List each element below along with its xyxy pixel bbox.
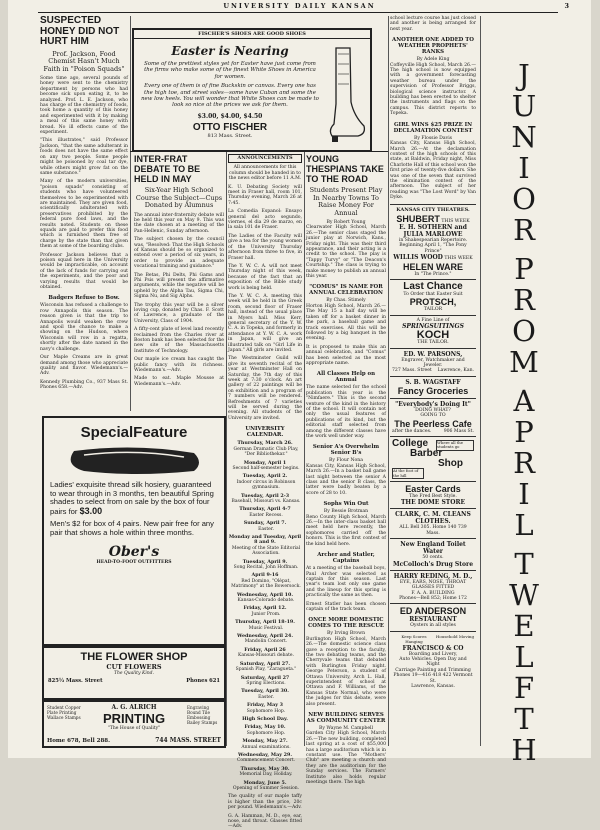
francisco-sub-3: Carriage Painting and Trimming xyxy=(395,667,471,673)
university-calendar xyxy=(228,441,302,791)
helen-sub: In "The Prince." xyxy=(414,271,452,277)
captains-body-1: At a meeting of the baseball boys, Paul Archer was selected as captain for this season. Last year's team lost only one game and the lineup for this spring is practically the same as then. xyxy=(306,566,386,599)
calendar-date: Tuesday, April 9. xyxy=(242,558,288,565)
byline-4: By Bessie Brotman xyxy=(323,509,369,515)
restaurant: RESTAURANT xyxy=(409,616,457,624)
koch: KOCH xyxy=(416,329,450,342)
annual-subhead: All Classes Help on Annual xyxy=(316,371,376,384)
honey-headline: SUSPECTED HONEY DID NOT HURT HIM xyxy=(40,15,120,47)
alrich-right: Engraving Bound Tile Embossing Bailey Stamps xyxy=(187,705,218,725)
calendar-date: April 9-16 xyxy=(251,572,279,579)
calendar-event: Music Festival. xyxy=(248,625,284,631)
new-england: New England Toilet xyxy=(400,541,466,549)
college-note-2: At the foot of the hill xyxy=(392,468,424,479)
banner-letter: T xyxy=(514,702,534,736)
parsons-address: 727 Mass. Street xyxy=(392,368,432,374)
newspaper-page xyxy=(8,0,591,830)
easter-ad-p1: Some of the prettiest styles yet for Easter have just come from the firms who make some of the finest White Shoes in America for women. xyxy=(144,61,316,80)
banner-letter: T xyxy=(514,547,534,581)
alrich-name: A. G. ALRICH xyxy=(111,704,157,711)
calendar-event: Easter Recess. xyxy=(249,512,283,518)
hosiery-description: Ladies' exquisite thread silk hosiery, guaranteed to wear through in 3 months, ten beautiful Spring shades to select from on sale by the box of four pairs for xyxy=(50,480,214,516)
plumbing-ad: Kennedy Plumbing Co., 937 Mass St. Phones 658.—Adv. xyxy=(40,379,128,391)
calendar-date: Wednesday, May 29. xyxy=(238,751,292,758)
calendar-date: Tuesday, April 30. xyxy=(241,688,289,695)
peerless-sub: after the dances. xyxy=(392,428,432,434)
byline-7: By Adele King xyxy=(416,57,450,63)
calendar-date: Monday, April 1 xyxy=(243,459,287,466)
college-note: Where all the students go xyxy=(436,440,474,451)
byline-2: By Chas. Stimely xyxy=(326,298,366,304)
calendar-date: Monday, May 27. xyxy=(242,738,288,745)
harry-sub-2: GLASSES FITTED xyxy=(411,585,455,591)
announcement-5: The Y. W. C. A. meeting this week will be held in the Greek room, second floor of Fraser hall, instead of the usual place in Myers hall. Miss Kerr, general secretary of the Y. W. C. A. in Topeka, and formerly in attendance at Y. W. C. A. work in Japan, will give an illustrated talk on "Girl Life in Japan." All girls are invited. xyxy=(228,293,302,353)
announcement-4: The Y. W. C. A. will not meet Thursday night of this week, because of the fact that an exposition of the Bible study work is being held. xyxy=(228,263,302,291)
calendar-event: Indoor circus in Robinson gymnasium. xyxy=(236,479,296,491)
going-to: GOING TO xyxy=(420,413,446,419)
easter-ad-prices: $3.00, $4.00, $4.50 xyxy=(197,112,263,120)
francisco: FRANCISCO & CO xyxy=(402,644,464,652)
francisco-sub: Boarding and Livery, xyxy=(408,651,458,657)
calendar-date: Wednesday, April 24. xyxy=(236,633,294,640)
calendar-event: Red Domino, "Olèpat, Matrimony" at the Bowersock. xyxy=(231,578,301,590)
calendar-event: Memorial Day, Holiday. xyxy=(239,772,293,778)
springsuit-pre: A Fine Line of xyxy=(416,317,450,323)
calendar-event: Easter. xyxy=(258,694,274,700)
lecture-course-text: school lecture course has just closed and another is being arranged for next year. xyxy=(390,16,476,32)
calendar-date: High School Day. xyxy=(242,715,288,722)
dome-store: THE DOME STORE xyxy=(400,499,466,507)
obers-logo: Ober's xyxy=(108,543,160,560)
honey-body-1: Some time ago, several pounds of honey were sent to the chemistry department by persons who had become sick upon eating it, to be analyzed. Prof. L. E. Jackson, who has charge of the chemistry of foods, took home a quantity of this honey and experimented with it by making a meal of this same honey with bread. No ill effects came of the experiment. xyxy=(40,76,128,136)
shubert-week: THIS WEEK xyxy=(441,218,470,224)
divider-5 xyxy=(480,16,481,746)
divider-4 xyxy=(388,16,389,746)
harry-reding: HARRY REDING, M. D., xyxy=(393,572,473,580)
parsons: ED. W. PARSONS, xyxy=(403,350,463,358)
banner-letter: P xyxy=(514,252,534,286)
calendar-date: Friday, May 3 xyxy=(246,702,283,709)
calendar-event: Second half-semester begins. xyxy=(232,465,300,471)
fancy-groceries: Fancy Groceries xyxy=(397,385,469,396)
banner-letter: N xyxy=(511,120,537,154)
byline-8: By Flossie Davis xyxy=(413,135,453,141)
honey-body-4: Professor Jackson believes that a poison squad here in the University would be impracticable, on account of the lack of funds for carrying out the experiments, and the poor and varying results that would be obtained. xyxy=(40,252,128,291)
calendar-date: Thursday, April 4-7 xyxy=(239,506,291,513)
francisco-city: Lawrence, Kansas. xyxy=(411,683,455,689)
thespians-deck: Students Present Play In Nearby Towns To Raise Money For Annual xyxy=(309,186,383,217)
banner-letter: E xyxy=(513,609,535,643)
willis-week: THIS WEEK xyxy=(444,256,473,262)
calendar-event: Meeting of the State Editorial Association. xyxy=(231,545,301,557)
calendar-date: Wednesday, April 10. xyxy=(236,591,294,598)
girl-prize-subhead: GIRL WINS $25 PRIZE IN DECLAMATION CONTEST xyxy=(393,121,473,134)
page-number: 3 xyxy=(564,2,569,10)
easter-ad xyxy=(132,28,372,152)
captains-subhead: Archer and Statler, Captains xyxy=(317,552,375,565)
calendar-date: Monday and Tuesday, April 8 and 9. xyxy=(228,533,302,546)
hosiery-price: $3.00 xyxy=(79,505,103,516)
honey-body-3: Many of the modern universities, "poison squads" consisting of students who have volunteered themselves to be experimented with are maintained. They are given food, scientifically adulterated with preservatives prohibited by the federal pure food laws, and the results noted. Students on these squads are paid to prefer this food which is furnished them free of charge by the state than that given them at some of the boarding clubs. xyxy=(40,179,128,250)
alrich-printing: PRINTING xyxy=(102,711,166,726)
easter-ad-title: Easter is Nearing xyxy=(171,44,289,58)
willis-name: WILLIS WOOD xyxy=(393,254,443,262)
protsch: PROTSCH, xyxy=(409,297,457,308)
calendar-date: Friday, April 12. xyxy=(243,605,287,612)
special-feature-ad xyxy=(42,416,226,646)
alrich-phone: Home 678, Bell 288. xyxy=(47,738,111,744)
easter-cards: Easter Cards xyxy=(405,484,461,495)
banner-letter: L xyxy=(514,640,534,674)
calendar-date: Saturday, April 27 xyxy=(240,674,290,681)
byline-5: By Irving Brown xyxy=(326,631,366,637)
building-subhead: NEW BUILDING SERVES AS COMMUNITY CENTER xyxy=(306,712,386,725)
flower-shop-sub: CUT FLOWERS xyxy=(106,663,162,671)
seniors-body: Kansas City, Kansas High School, March 26.—In a basket ball game last night between the senior A class and the senior B class, the latter were badly beaten by a score of 28 to 10. xyxy=(306,463,386,496)
banner-letter: I xyxy=(518,151,530,185)
calendar-event: Junior Prom. xyxy=(251,611,281,617)
captains-body-2: Ernest Statler has been chosen captain of the track team. xyxy=(306,601,386,612)
oysters: Oysters in all styles xyxy=(410,623,456,629)
francisco-right: Household Moving xyxy=(435,633,475,639)
announcement-2: La Comedia Espanol: Ensayo general del acto segundo, viernes, el dia 29 de marzo, en la sala 101 de Fraser. xyxy=(228,209,302,231)
weather-subhead: ANOTHER ONE ADDED TO WEATHER PROPHETS' RANKS xyxy=(392,37,474,56)
divider-3 xyxy=(304,152,305,746)
shoe-illustration xyxy=(324,44,366,144)
easter-ad-header: FISCHER'S SHOES ARE GOOD SHOES xyxy=(134,30,370,39)
honey-deck: Prof. Jackson, Food Chemist Hasn't Much Faith in "Poison Squads" xyxy=(43,49,125,73)
calendar-event: Spring Elections. xyxy=(246,680,286,686)
divider-1 xyxy=(130,16,131,411)
column-debate xyxy=(134,154,224,404)
easter-ad-address: 813 Mass. Street. xyxy=(207,132,253,139)
column-thespians xyxy=(306,154,386,786)
flower-shop-tag: The Quality Kind. xyxy=(114,671,154,676)
calendar-date: Monday, June 5. xyxy=(243,779,287,786)
easter-cards-sub: The Fred Best Style. xyxy=(409,494,457,500)
banner-letter: H xyxy=(511,733,537,767)
cents: 50 cents. xyxy=(422,555,444,561)
ed-anderson: ED ANDERSON xyxy=(399,606,467,617)
banner-letter: L xyxy=(514,508,534,542)
ad-rule xyxy=(130,151,388,152)
flower-shop-address: 825½ Mass. Street xyxy=(48,678,103,684)
easter-ad-name: OTTO FISCHER xyxy=(192,121,268,133)
announcement-3: The Ladies of the Faculty will give a tea for the young women of the University Thursday afternoon from three to five, in Fraser hall. xyxy=(228,233,302,261)
weather-body: Coffeyville High School, March 26.—The high school is now equipped with a government forecasting weather bureau under the supervision of Professor Briggs, biological science instructor. A building has been erected to shelter the instruments and flags on the campus. This district reports to Topeka. xyxy=(390,62,477,117)
column-announcements xyxy=(228,154,302,830)
building-body: Garden City High School, March 26.—The new building, completed last spring at a cost of $55,000 has a large auditorium which is in constant use. The "Mothers' Club" are meeting a church and they are the auditorium for the Sunday services. The Farmers' Institute also holds regular meetings there. The high xyxy=(306,731,386,786)
banner-letter: J xyxy=(518,58,530,92)
calendar-event: Easter. xyxy=(258,526,274,532)
shubert-performers: E. H. SOTHERN and JULIA MARLOWE xyxy=(399,223,467,238)
wagstaff: S. B. WAGSTAFF xyxy=(405,378,461,386)
koch-sub: THE TAILOR. xyxy=(417,340,449,346)
calendar-event: Annual examinations. xyxy=(241,744,291,750)
banner-letter: R xyxy=(513,283,535,317)
flower-shop-phone: Phones 621 xyxy=(186,678,220,684)
announcement-6: The Westminster Guild will give its seventh recital of the year at Westminster Hall on Saturday, the 7th day of this week at 7:30 o'clock. An art gallery of 22 paintings will be on exhibition and a program of 7 numbers will be rendered. Refreshments of 7 varieties will be served during the evening. All students of the University are invited. xyxy=(228,356,302,421)
alrich-tag: "The House of Quality" xyxy=(107,726,161,731)
protsch-sub: TAILOR xyxy=(423,307,443,313)
comus-subhead: "COMUS" IS NAME FOR ANNUAL CELEBRATION xyxy=(309,284,383,297)
hosiery-illustration xyxy=(44,441,220,481)
college: College xyxy=(392,438,429,450)
parsons-sub: Engraver, Watchmaker and Jeweler. xyxy=(401,357,465,369)
calendar-event: Kansas-Colorado debate. xyxy=(237,598,295,604)
domestic-body: Burlington High School, March 26.—The domestic science class gave a reception to the faculty, the two debating teams, and the Cherryvale teams that debated with Burlington Friday night. George Peterson, a student of Ottawa University, Arch L. Hall, superintendent of school at Ottawa and F. Williams, of the Kansas State Normal, who were the judges for this debate, were also present. xyxy=(306,636,386,707)
calendar-date: Tuesday, April 2-3 xyxy=(240,492,290,499)
calendar-date: Thursday, April 18-19. xyxy=(235,619,295,626)
domestic-subhead: ONCE MORE DOMESTIC COMES TO THE RESCUE xyxy=(307,617,385,630)
banner-letter: W xyxy=(509,578,539,612)
harry-sub-3: F. A. A. BUILDING xyxy=(411,590,455,596)
easter-ad-p2: Every one of them is of fine Buckskin or canvas. Every one has the high toe, and street soles—some have Cuban and some the new low heels. You will wonder that White Shoes can be made to look so nice at the prices we ask for them. xyxy=(141,83,319,109)
obers-tagline: HEAD-TO-FOOT OUTFITTERS xyxy=(96,559,172,565)
banner-letter: R xyxy=(513,213,535,247)
banner-letter: P xyxy=(514,415,534,449)
mens-hosiery: Men's $2 for box of 4 pairs. New pair free for any pair that shows a hole within three months. xyxy=(50,519,214,537)
water: Water xyxy=(423,548,443,556)
debate-deck: Six-Year High School Course the Subject—Cups Donated by Alumnus xyxy=(135,186,223,209)
flower-shop-title: THE FLOWER SHOP xyxy=(80,651,188,663)
debate-headline: INTER-FRAT DEBATE TO BE HELD IN MAY xyxy=(134,154,201,184)
doing-what: DOING WHAT? xyxy=(415,407,451,413)
calendar-event: German Dramatic Club Play, "Der Bibliothekar." xyxy=(233,446,299,458)
debate-body-7: Made to eat. Maple Mousse at Wiedemann's.—Adv. xyxy=(134,376,224,387)
debate-body-3: The Betas, Phi Delts, Phi Gams and Phi Psis will present the affirmative arguments, while the negative will be upheld by the Alpha Tau, Sigma Chi, Sigma Nu, and Sig Alphs. xyxy=(134,272,224,300)
honey-body-2: "This illustrates," said Professor Jackson, "that the same adulterant in foods does not have the same effect on any two people. Some people might be poisoned by coal tar dye, while others might grow fat on the same substance." xyxy=(40,138,128,176)
clark-cleans: CLARK, C. M. CLEANS CLOTHES. xyxy=(395,511,471,526)
alrich-address: 744 MASS. STREET xyxy=(155,737,221,744)
banner-letter: O xyxy=(512,182,536,216)
calendar-event: Sophomore Hop. xyxy=(246,708,286,714)
francisco-address: Phones 19—416 418 422 Vermont St. xyxy=(393,673,473,684)
francisco-left: Keep Scores Hanging xyxy=(401,633,427,645)
calendar-date: Saturday, April 27. xyxy=(239,660,291,667)
calendar-event: Baseball, Missouri vs. Kansas. xyxy=(231,498,301,504)
harry-sub: EYE, EARS, NOSE, THROAT xyxy=(399,579,467,585)
maple-cream-ad: Our Maple Creams are in great demand among those who appreciate quality and flavor. Wiedemann's.—Adv. xyxy=(40,355,128,377)
calendar-event: Commencement Concert. xyxy=(236,758,296,764)
byline-1: By Robert Young xyxy=(326,220,366,225)
divider-2 xyxy=(226,152,227,746)
last-chance-sub: To Order that Easter Suit xyxy=(403,292,463,297)
alrich-left: Student Copper Plate Printing Wallace Stamps xyxy=(47,705,81,720)
maple-taffy-ad: The quality of our maple taffy is higher than the price, 20c per pound. Wiedemann's.—Adv. xyxy=(228,794,302,811)
banner-letter: M xyxy=(509,345,539,379)
calendar-event: Spanish Play, "Zaragueta." xyxy=(235,667,297,673)
sophs-subhead: Sophs Win Out xyxy=(323,501,369,508)
thespians-headline: YOUNG THESPIANS TAKE TO THE ROAD xyxy=(306,154,384,184)
announcement-1: K. U. Debating Society will meet in Fraser hall, room 101, Thursday evening, March 26 at 7:45. xyxy=(228,184,302,206)
column-honey xyxy=(40,16,128,406)
calendar-date: Sunday, April 7. xyxy=(243,520,287,527)
springsuitings: SPRINGSUITINGS xyxy=(402,323,464,331)
calendar-date: Friday, April 26 xyxy=(244,646,286,653)
shubert-desc: in Shakespearian Repertoire. Beginning April 1, "The Pony Prince" xyxy=(398,237,468,254)
banner-letter: O xyxy=(512,314,536,348)
masthead-rule xyxy=(38,12,558,13)
peerless-cafe: The Peerless Cafe xyxy=(394,418,472,429)
calendar-event: Sophomore Hop. xyxy=(246,730,286,736)
calendar-event: Opening of Summer Session. xyxy=(232,786,300,791)
parsons-city: Lawrence, Kan. xyxy=(437,368,474,374)
girl-prize-body: Kansas City, Kansas High School, March 26.—At the declamation contest of the high schools of this state, at Baldwin, Friday night, Miss Charlotte Hall of this school won the first prize of twenty-five dollars. She was one of the seven that survived the elimination contest of the afternoon. The subject of her reading was "The Lost Word" by Van Dyke. xyxy=(390,141,476,201)
masthead: UNIVERSITY DAILY KANSAN xyxy=(223,2,376,10)
shubert-name: SHUBERT xyxy=(396,213,440,224)
comus-body-1: Horton High School, March 26.—The May 15 a half day will be taken off for a basket dinner in the park, a baseball game and track exercises. All this will be followed by a big banquet in the evening. xyxy=(306,303,386,342)
banner-letter: U xyxy=(511,89,537,123)
theatres-title: KANSAS CITY THEATRES. xyxy=(396,206,470,213)
announcements-intro: All announcements for this column should be handed in to the news editor before 11 A.M. xyxy=(228,165,302,182)
calendar-date: Thursday, May 30. xyxy=(240,765,290,772)
annual-body: The name selected for the school publication this year is the "Nimfaere." This is the second venture of the kind in the history of the school. It will contain not only the usual features of publications of its kind, but the editorial staff selected from among the different classes have the work well under way. xyxy=(306,385,386,439)
comus-body-2: It is proposed to make this an annual celebration, and "Comus" has been selected as the most appropriate name. xyxy=(306,344,386,366)
byline-3: By Flour Nona xyxy=(329,458,363,464)
debate-body-6: Our maple ice cream has caught the public fancy with its richness. Wiedemann's.—Adv. xyxy=(134,357,224,374)
thespians-body-1: Clearwater High School, March 26.—The senior class staged the junior play at Norwich, Kans., Friday night. This was their third appearance, and their acting is a credit to the school. The play is "Tappy Turvy" or "The Deacon's Courtship." The class is trying to make money to publish an annual this year. xyxy=(306,225,386,280)
harry-sub-4: Phones—Bell 852; Home 172 xyxy=(399,595,467,601)
shop: Shop xyxy=(438,458,463,470)
byline-6: By Wayne M. Campbell xyxy=(319,726,373,732)
column-ads xyxy=(390,16,476,744)
sophs-body: Reno County High School, March 26.—In the inter-class basket ball meet held here recently, the sophomores carried off the honors. This is the first contest of the kind held here. xyxy=(306,514,386,547)
banner-letter: A xyxy=(513,384,535,418)
francisco-sub-2: Auto Vehicles. Open Day and Night xyxy=(399,656,467,668)
debate-body-5: A fifty-cent plate of level land recently reclaimed from the Charles river at Boston bank has been selected for the new site of the Massachusetts Institute of Technology. xyxy=(134,327,224,354)
last-chance: Last Chance xyxy=(403,281,463,292)
calendar-event: Song Recital, John Hoffman. xyxy=(233,565,299,570)
peerless-address: 906 Mass St. xyxy=(443,428,474,434)
flower-shop-ad xyxy=(42,646,226,700)
mcculloch: McColloch's Drug Store xyxy=(392,560,474,568)
calendar-title: UNIVERSITY CALENDAR. xyxy=(245,426,285,439)
debate-body-1: The annual inter-fraternity debate will be held this year on May 9. This was the date chosen at a meeting of the Pan-Hellenic, Sunday afternoon. xyxy=(134,212,224,234)
seniors-subhead: Senior A's Overwhelm Senior B's xyxy=(312,444,380,457)
everybody-doing-it: "Everybody's Doing It" xyxy=(395,400,471,408)
calendar-date: Tuesday, April 2. xyxy=(242,473,288,480)
badgers-subhead: Badgers Refuse to Bow. xyxy=(48,295,120,302)
helen-ware: HELEN WARE xyxy=(402,261,463,272)
debate-body-4: The trophy this year will be a silver loving cup, donated by Chas. F. Scott of Lawrence, a graduate of the University, Class of 1904. xyxy=(134,302,224,324)
junior-prom-banner xyxy=(496,58,552,767)
calendar-event: Mandolin Concert. xyxy=(244,639,288,645)
banner-letter: R xyxy=(513,446,535,480)
banner-letter: F xyxy=(513,671,535,705)
alrich-printing-ad xyxy=(42,700,226,748)
clark-address: ALL Bell 305. Home 140 739 Mass. xyxy=(399,525,467,536)
debate-body-2: The subject chosen by the council was, "Resolved: That the High Schools of Kansas should be so organized to extend over a period of six years, in order to provide an adequate vocational training and guidance." xyxy=(134,237,225,270)
badgers-body: Wisconsin has refused a challenge to row Annapolis this season. The reason given is that the trip to Annapolis would weaken the crew and spoil the chance to make a showing on the Hudson, where Wisconsin will row in a regatta, shortly after the date named in the navy's challenge. xyxy=(40,303,128,352)
banner-letter: I xyxy=(518,477,530,511)
announcements-header: ANNOUNCEMENTS xyxy=(228,154,302,163)
calendar-date: Thursday, March 26. xyxy=(237,440,293,447)
calendar-event: Kansas-Missouri debate. xyxy=(237,653,295,659)
calendar-date: Friday, May 10. xyxy=(244,724,286,731)
barber: Barber xyxy=(410,448,443,460)
hamman-ad: G. A. Hamman, M. D., eye, ear, nose, and throat. Glasses fitted—Adv. xyxy=(228,813,302,830)
special-feature-title: SpecialFeature xyxy=(80,424,188,441)
